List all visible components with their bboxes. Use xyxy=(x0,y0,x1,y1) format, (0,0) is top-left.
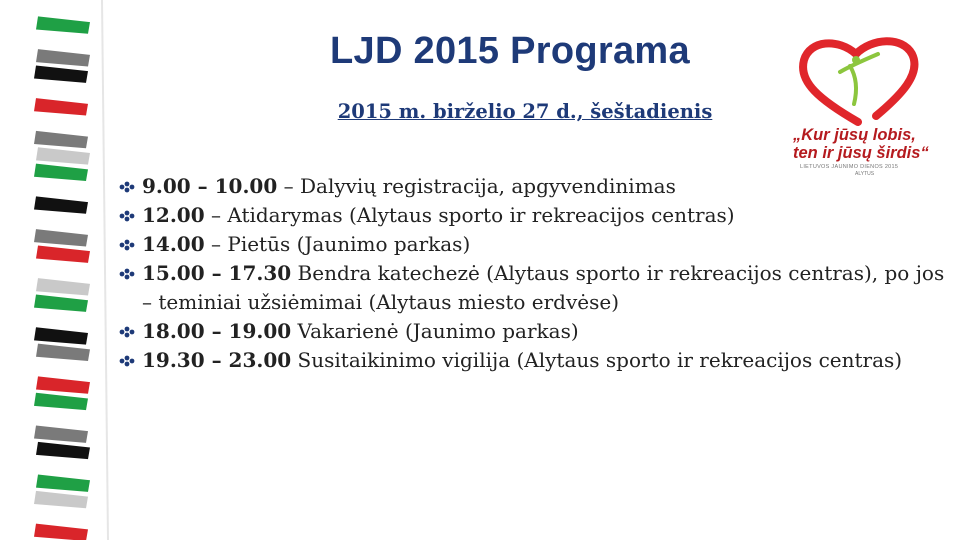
stripe-band-graphic xyxy=(30,0,120,540)
agenda-time: 15.00 – 17.30 xyxy=(142,261,292,285)
stripe-segment xyxy=(36,475,90,492)
agenda-time: 12.00 xyxy=(142,203,205,227)
stripe-segment xyxy=(34,131,88,148)
flower-bullet-icon xyxy=(118,326,136,338)
agenda-time: 18.00 – 19.00 xyxy=(142,319,292,343)
stripe-segment xyxy=(36,507,90,524)
flower-bullet-icon xyxy=(118,355,136,367)
flower-bullet-icon xyxy=(118,181,136,193)
logo-slogan-line2: ten ir jūsų širdis“ xyxy=(793,144,929,162)
stripe-segment xyxy=(36,49,90,66)
agenda-text: Susitaikinimo vigilija (Alytaus sporto ir rekreacijos centras) xyxy=(291,348,903,372)
flower-bullet-icon xyxy=(118,210,136,222)
stripe-segment xyxy=(34,327,88,344)
logo-caption: LIETUVOS JAUNIMO DIENOS 2015 xyxy=(800,164,899,170)
agenda-text: – Atidarymas (Alytaus sporto ir rekreacijos centras) xyxy=(204,203,735,227)
stripe-segment xyxy=(34,458,88,475)
stripe-segment xyxy=(34,295,88,312)
stripe-segment xyxy=(36,147,90,164)
logo-slogan-line1: „Kur jūsų lobis, xyxy=(793,126,916,144)
stripe-segment xyxy=(36,442,90,459)
agenda-item xyxy=(118,172,948,201)
agenda-item xyxy=(118,201,948,230)
stripe-segment xyxy=(36,245,90,262)
stripe-segment xyxy=(36,311,90,328)
agenda-item xyxy=(118,317,948,346)
stripe-segment xyxy=(36,180,90,197)
stripe-segment xyxy=(34,425,88,442)
stripe-segment xyxy=(34,229,88,246)
agenda-text: Vakarienė (Jaunimo parkas) xyxy=(291,319,579,343)
agenda-item xyxy=(118,259,948,317)
logo-city: ALYTUS xyxy=(855,171,875,177)
stripe-segment xyxy=(36,344,90,361)
agenda-text: Bendra katechezė (Alytaus sporto ir rekreacijos centras), po jos – teminiai užsiėmimai (Alytaus miesto erdvėse) xyxy=(142,261,945,314)
stripe-segment xyxy=(34,164,88,181)
agenda-time: 14.00 xyxy=(142,232,205,256)
stripe-segment xyxy=(34,65,88,82)
stripe-segment xyxy=(36,278,90,295)
stripe-edge xyxy=(102,0,108,540)
stripe-segment xyxy=(34,98,88,115)
stripe-segment xyxy=(36,16,90,33)
stripe-segment xyxy=(36,213,90,230)
stripe-segment xyxy=(34,393,88,410)
agenda-time: 19.30 – 23.00 xyxy=(142,348,292,372)
page-title: LJD 2015 Programa xyxy=(330,30,690,72)
agenda-text: – Pietūs (Jaunimo parkas) xyxy=(204,232,471,256)
stripe-segment xyxy=(36,376,90,393)
agenda-item xyxy=(118,230,948,259)
stripe-segment xyxy=(34,491,88,508)
stripe-segment xyxy=(34,524,88,540)
page-subtitle: 2015 m. birželio 27 d., šeštadienis xyxy=(337,100,713,123)
agenda-item xyxy=(118,346,948,375)
stripe-segment xyxy=(36,115,90,132)
flower-bullet-icon xyxy=(118,268,136,280)
stripe-segment xyxy=(34,33,88,50)
stripe-segment xyxy=(36,409,90,426)
agenda-text: – Dalyvių registracija, apgyvendinimas xyxy=(277,174,676,198)
stripe-segment xyxy=(36,82,90,99)
flower-bullet-icon xyxy=(118,239,136,251)
stripe-segment xyxy=(34,360,88,377)
stripe-segment xyxy=(34,262,88,279)
stripe-segment xyxy=(34,196,88,213)
agenda-time: 9.00 – 10.00 xyxy=(142,174,278,198)
agenda-list xyxy=(118,172,948,375)
event-logo xyxy=(780,30,955,180)
stripe-segment xyxy=(34,0,88,17)
